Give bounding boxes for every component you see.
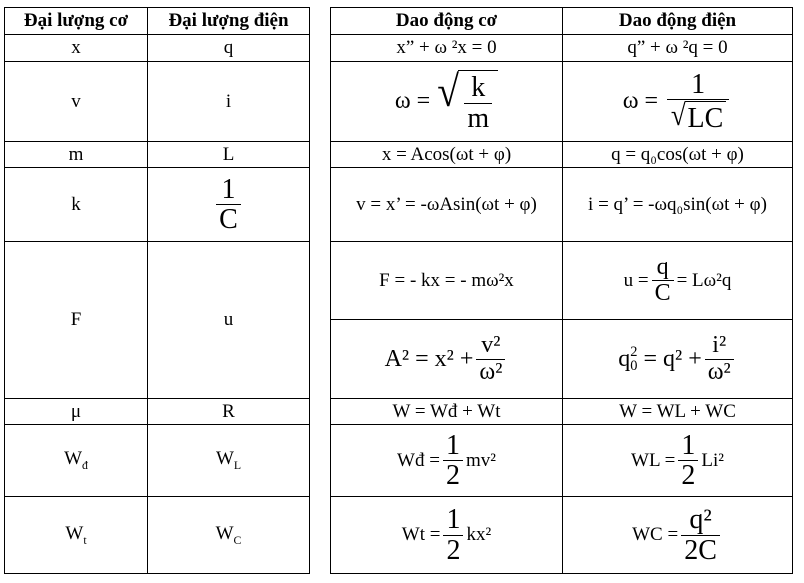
- mech-omega-formula: ω = √ $\frac{k}{m}$: [331, 62, 563, 142]
- mech-displacement: x = Acos(ωt + φ): [331, 142, 563, 168]
- fraction-1-over-C: $\frac{1}{C}$: [216, 175, 241, 235]
- elec-energy-sum: W = WL + WC: [563, 399, 793, 425]
- header-mechanical-quantity: Đại lượng cơ: [5, 8, 148, 35]
- cell-m: m: [5, 142, 148, 168]
- elec-current: i = q’ = -ωq₀sin(ωt + φ): [563, 168, 793, 242]
- quantities-table: [4, 7, 310, 574]
- mech-energy-sum: W = Wđ + Wt: [331, 399, 563, 425]
- mech-diff-equation: x” + ω ²x = 0: [331, 35, 563, 62]
- cell-R: R: [148, 399, 310, 425]
- header-electrical-quantity: Đại lượng điện: [148, 8, 310, 35]
- cell-L: L: [148, 142, 310, 168]
- square-root: √ $\frac{k}{m}$: [436, 70, 498, 133]
- cell-one-over-C: [148, 168, 310, 242]
- cell-F: F: [5, 242, 148, 399]
- cell-i: i: [148, 62, 310, 142]
- mech-force: F = - kx = - mω²x: [331, 242, 563, 320]
- elec-charge: q = q₀cos(ωt + φ): [563, 142, 793, 168]
- cell-k: k: [5, 168, 148, 242]
- mech-amplitude-relation: A² = x² + $\frac{\text{v²}}{\text{ω²}}$: [331, 320, 563, 399]
- cell-WL: $W_L$: [148, 425, 310, 497]
- cell-Wt: $W_t$: [5, 497, 148, 574]
- header-electrical-oscillation: Dao động điện: [563, 8, 793, 35]
- cell-Wd: $W_đ$: [5, 425, 148, 497]
- elec-electric-energy: WC = $\frac{\text{q²}}{2C}$: [563, 497, 793, 574]
- header-mechanical-oscillation: Dao động cơ: [331, 8, 563, 35]
- elec-voltage: u = $\frac{q}{C}$ = Lω²q: [563, 242, 793, 320]
- oscillation-table: [330, 7, 793, 574]
- mech-velocity: v = x’ = -ωAsin(ωt + φ): [331, 168, 563, 242]
- cell-q: q: [148, 35, 310, 62]
- cell-WC: $W_C$: [148, 497, 310, 574]
- cell-x: x: [5, 35, 148, 62]
- mech-kinetic-energy: Wđ = $\frac{1}{2}$ mv²: [331, 425, 563, 497]
- cell-v: v: [5, 62, 148, 142]
- elec-magnetic-energy: WL = $\frac{1}{2}$ Li²: [563, 425, 793, 497]
- cell-u: u: [148, 242, 310, 399]
- cell-mu: μ: [5, 399, 148, 425]
- elec-amplitude-relation: q 2 0 = q² + $\frac{\text{i²}}{\text{ω²}}$: [563, 320, 793, 399]
- elec-omega-formula: ω = 1 √ LC: [563, 62, 793, 142]
- square-root: √ LC: [670, 101, 726, 133]
- mech-potential-energy: Wt = $\frac{1}{2}$ kx²: [331, 497, 563, 574]
- elec-diff-equation: q” + ω ²q = 0: [563, 35, 793, 62]
